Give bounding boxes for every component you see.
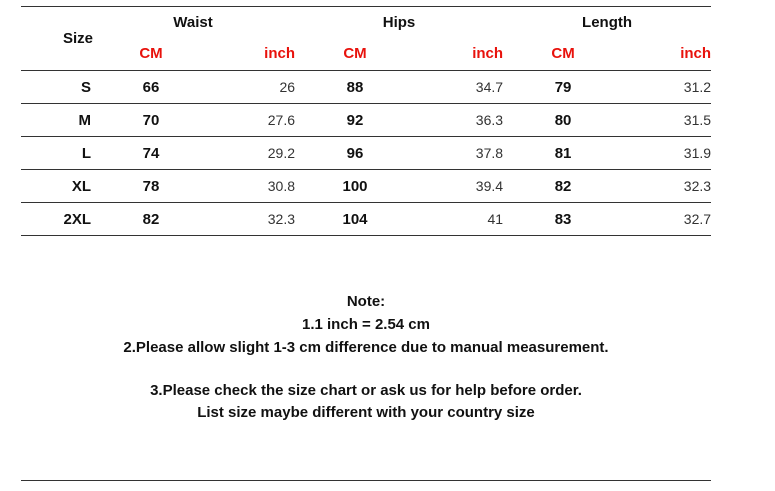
note-country-size: List size maybe different with your country size bbox=[197, 404, 535, 421]
size-cell: L bbox=[21, 137, 91, 170]
waist-inch-cell: 29.2 bbox=[211, 137, 295, 170]
waist-header: Waist bbox=[91, 7, 295, 38]
length-cm-cell: 82 bbox=[503, 170, 623, 203]
waist-inch-cell: 32.3 bbox=[211, 203, 295, 236]
hips-inch-cell: 37.8 bbox=[415, 137, 503, 170]
note-title: Note: bbox=[346, 293, 386, 310]
hips-inch-cell: 34.7 bbox=[415, 71, 503, 104]
note-measurement-difference: 2.Please allow slight 1-3 cm difference due to manual measurement. bbox=[123, 339, 609, 356]
waist-cm-cell: 82 bbox=[91, 203, 211, 236]
length-cm-cell: 81 bbox=[503, 137, 623, 170]
table-row bbox=[21, 203, 711, 236]
hips-inch-unit: inch bbox=[472, 45, 504, 62]
hips-cm-cell: 96 bbox=[295, 137, 415, 170]
length-cm-unit: CM bbox=[551, 45, 575, 62]
table-row bbox=[21, 170, 711, 203]
size-cell: M bbox=[21, 104, 91, 137]
waist-cm-cell: 66 bbox=[91, 71, 211, 104]
bottom-divider bbox=[21, 480, 711, 481]
length-inch-cell: 32.7 bbox=[623, 203, 711, 236]
length-inch-cell: 32.3 bbox=[623, 170, 711, 203]
note-check-size-chart: 3.Please check the size chart or ask us for help before order. bbox=[150, 382, 582, 399]
waist-cm-cell: 78 bbox=[91, 170, 211, 203]
hips-cm-cell: 100 bbox=[295, 170, 415, 203]
length-header: Length bbox=[503, 7, 711, 38]
table-row bbox=[21, 71, 711, 104]
length-inch-unit: inch bbox=[680, 45, 712, 62]
hips-cm-cell: 104 bbox=[295, 203, 415, 236]
size-chart-table bbox=[21, 6, 711, 236]
size-cell: XL bbox=[21, 170, 91, 203]
size-cell: S bbox=[21, 71, 91, 104]
waist-inch-cell: 27.6 bbox=[211, 104, 295, 137]
size-column-header: Size bbox=[21, 7, 91, 71]
hips-inch-cell: 41 bbox=[415, 203, 503, 236]
hips-header: Hips bbox=[295, 7, 503, 38]
waist-inch-cell: 26 bbox=[211, 71, 295, 104]
length-inch-cell: 31.9 bbox=[623, 137, 711, 170]
length-cm-cell: 80 bbox=[503, 104, 623, 137]
hips-cm-cell: 92 bbox=[295, 104, 415, 137]
table-row bbox=[21, 104, 711, 137]
waist-inch-cell: 30.8 bbox=[211, 170, 295, 203]
waist-cm-unit: CM bbox=[139, 45, 163, 62]
length-inch-cell: 31.5 bbox=[623, 104, 711, 137]
waist-cm-cell: 74 bbox=[91, 137, 211, 170]
length-cm-cell: 83 bbox=[503, 203, 623, 236]
size-cell: 2XL bbox=[21, 203, 91, 236]
hips-inch-cell: 36.3 bbox=[415, 104, 503, 137]
hips-cm-unit: CM bbox=[343, 45, 367, 62]
table-row bbox=[21, 137, 711, 170]
note-conversion: 1.1 inch = 2.54 cm bbox=[302, 316, 430, 333]
hips-cm-cell: 88 bbox=[295, 71, 415, 104]
waist-cm-cell: 70 bbox=[91, 104, 211, 137]
hips-inch-cell: 39.4 bbox=[415, 170, 503, 203]
length-inch-cell: 31.2 bbox=[623, 71, 711, 104]
length-cm-cell: 79 bbox=[503, 71, 623, 104]
waist-inch-unit: inch bbox=[264, 45, 296, 62]
